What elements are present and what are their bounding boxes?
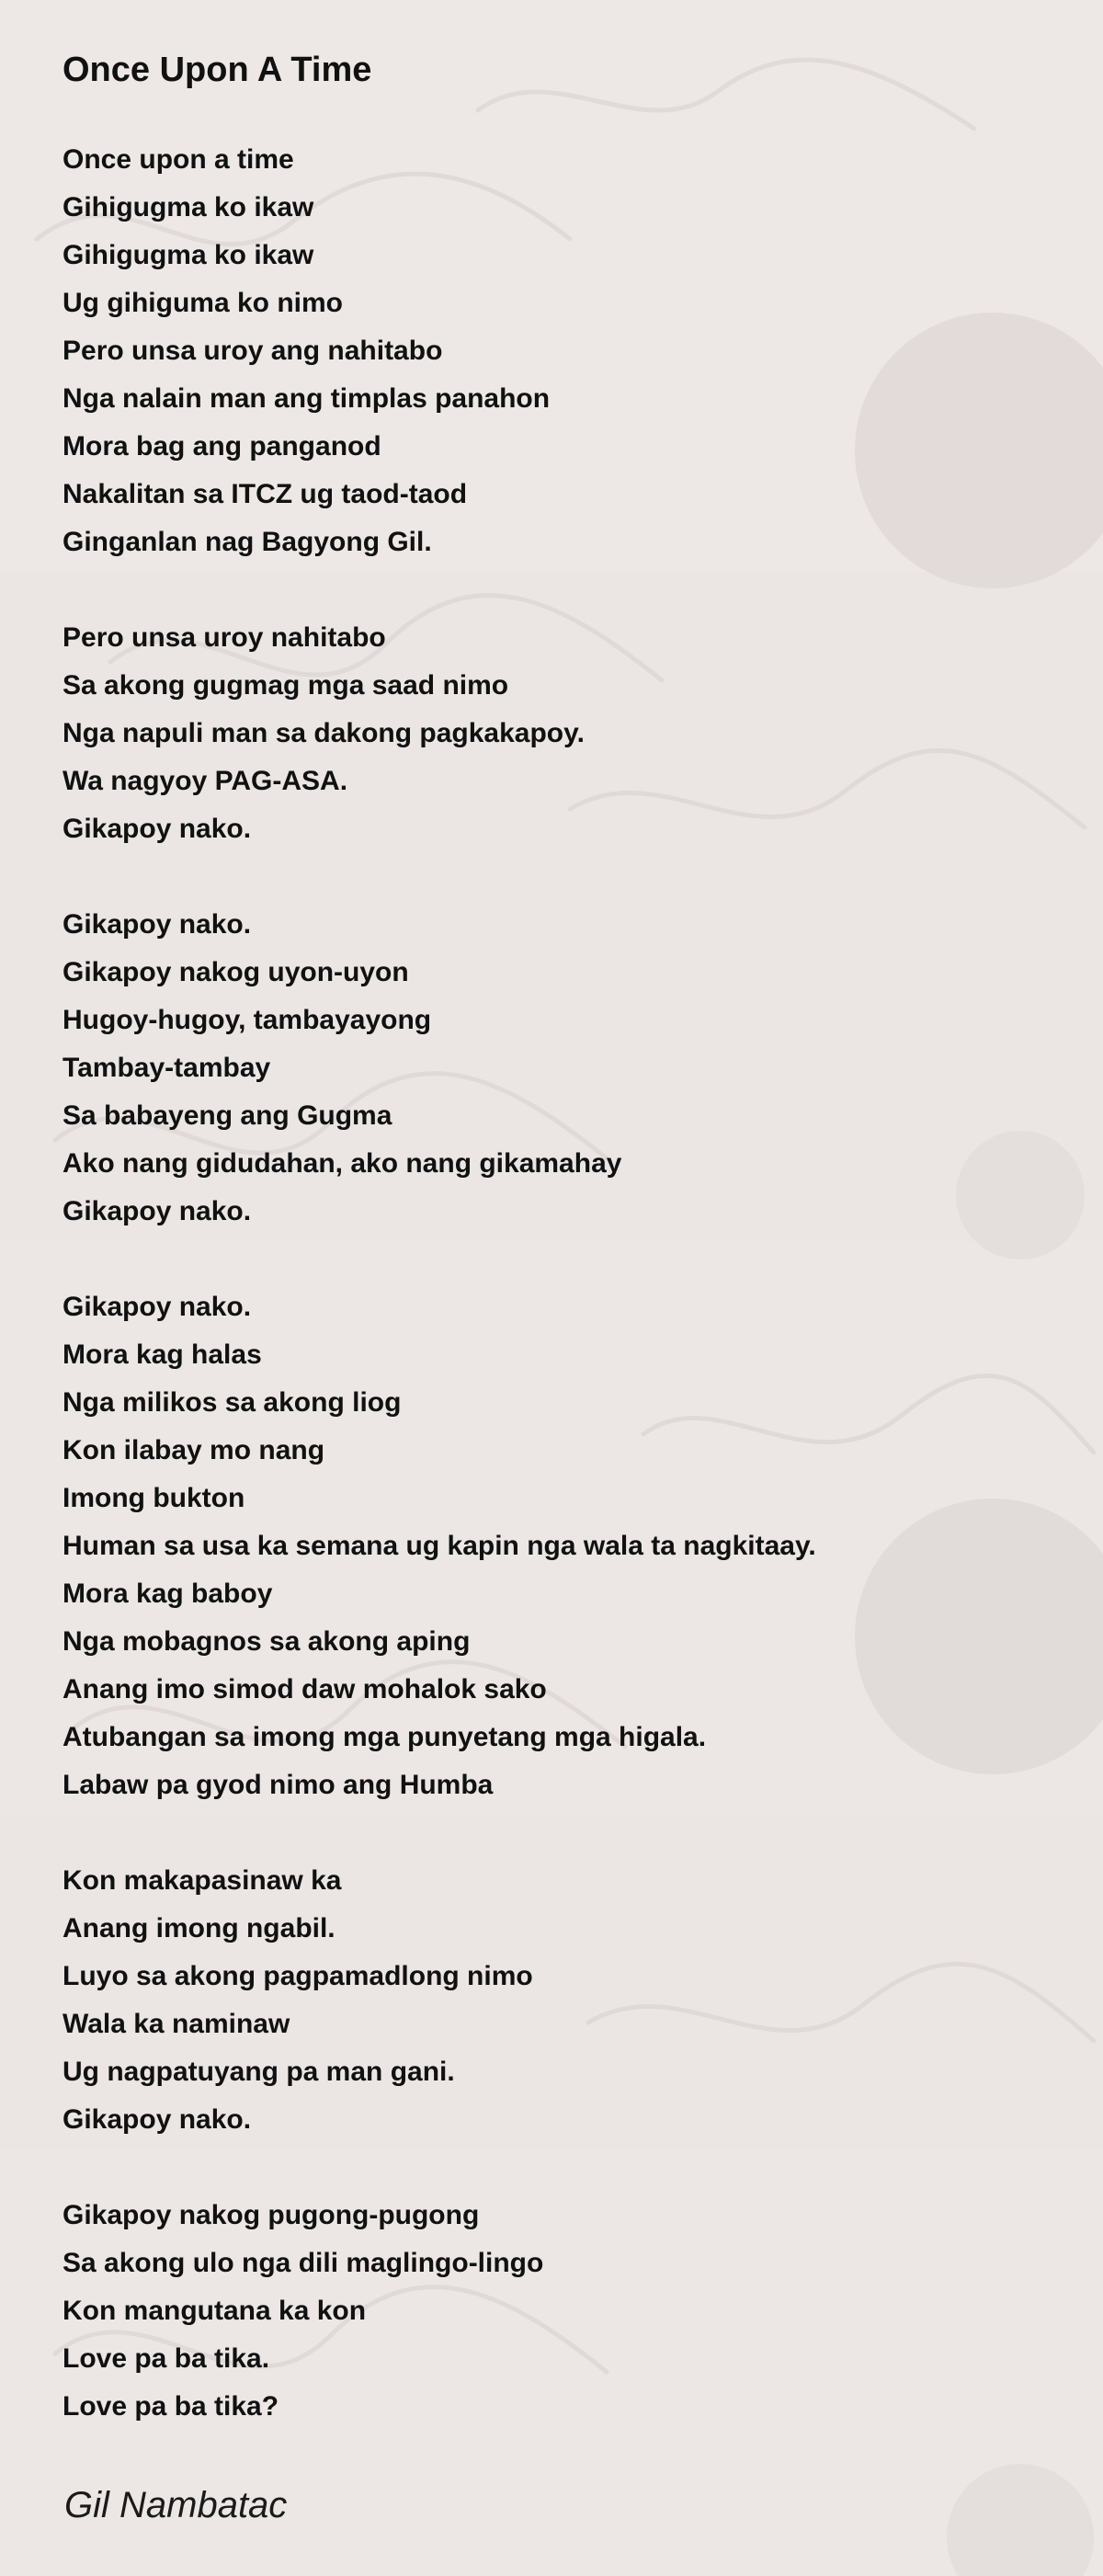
poem-title: Once Upon A Time (63, 51, 372, 89)
stanza-1 (63, 136, 1055, 566)
poem-line: Kon ilabay mo nang (63, 1435, 325, 1465)
poem-line: Pero unsa uroy nahitabo (63, 622, 386, 653)
poem-line: Kon makapasinaw ka (63, 1865, 342, 1896)
poem-line: Ug nagpatuyang pa man gani. (63, 2057, 455, 2087)
poem-line: Mora kag halas (63, 1339, 262, 1370)
poem-line: Atubangan sa imong mga punyetang mga higala. (63, 1722, 707, 1752)
poem-line: Kon mangutana ka kon (63, 2296, 367, 2326)
stanza-5 (63, 1857, 1055, 2144)
stanza-4 (63, 1283, 1055, 1809)
poem-line: Wala ka naminaw (63, 2009, 290, 2039)
stanza-2 (63, 614, 1055, 853)
poem-line: Gikapoy nako. (63, 2104, 252, 2135)
poem-line: Ginganlan nag Bagyong Gil. (63, 527, 432, 557)
poem-line: Gikapoy nako. (63, 1292, 252, 1322)
poem-line: Love pa ba tika. (63, 2343, 270, 2374)
poem-line: Ako nang gidudahan, ako nang gikamahay (63, 1148, 622, 1179)
poem-line: Pero unsa uroy ang nahitabo (63, 336, 443, 366)
poem-line: Labaw pa gyod nimo ang Humba (63, 1770, 494, 1800)
poem-line: Sa akong gugmag mga saad nimo (63, 670, 509, 701)
poem-line: Wa nagyoy PAG-ASA. (63, 766, 348, 796)
poem-author: Gil Nambatac (64, 2485, 288, 2525)
poem-line: Nakalitan sa ITCZ ug taod-taod (63, 479, 468, 509)
poem-line: Anang imo simod daw mohalok sako (63, 1674, 547, 1704)
poem-line: Mora kag baboy (63, 1579, 273, 1609)
poem-line: Human sa usa ka semana ug kapin nga wala ta nagkitaay. (63, 1531, 816, 1561)
poem-line: Gikapoy nako. (63, 1196, 252, 1226)
poem-line: Once upon a time (63, 144, 294, 175)
poem-line: Nga napuli man sa dakong pagkakapoy. (63, 718, 585, 748)
poem-line: Gikapoy nakog uyon-uyon (63, 957, 409, 987)
poem-line: Mora bag ang panganod (63, 431, 381, 462)
poem-line: Ug gihiguma ko nimo (63, 288, 343, 318)
poem-line: Sa babayeng ang Gugma (63, 1100, 392, 1131)
poem-line: Imong bukton (63, 1483, 245, 1513)
poem-line: Nga mobagnos sa akong aping (63, 1626, 471, 1657)
poem-line: Nga nalain man ang timplas panahon (63, 383, 551, 414)
poem-line: Gihigugma ko ikaw (63, 240, 314, 270)
poem-line: Gikapoy nako. (63, 909, 252, 940)
poem-line: Hugoy-hugoy, tambayayong (63, 1005, 432, 1035)
poem-line: Gikapoy nakog pugong-pugong (63, 2200, 480, 2230)
poem-line: Anang imong ngabil. (63, 1913, 335, 1943)
poem-line: Sa akong ulo nga dili maglingo-lingo (63, 2248, 544, 2278)
poem-line: Tambay-tambay (63, 1053, 271, 1083)
poem-line: Luyo sa akong pagpamadlong nimo (63, 1961, 533, 1991)
poem-line: Love pa ba tika? (63, 2391, 279, 2422)
poem-body (63, 136, 1055, 2479)
poem-line: Gikapoy nako. (63, 814, 252, 844)
poem-line: Nga milikos sa akong liog (63, 1387, 402, 1418)
stanza-6 (63, 2192, 1055, 2431)
poem-line: Gihigugma ko ikaw (63, 192, 314, 222)
stanza-3 (63, 901, 1055, 1236)
